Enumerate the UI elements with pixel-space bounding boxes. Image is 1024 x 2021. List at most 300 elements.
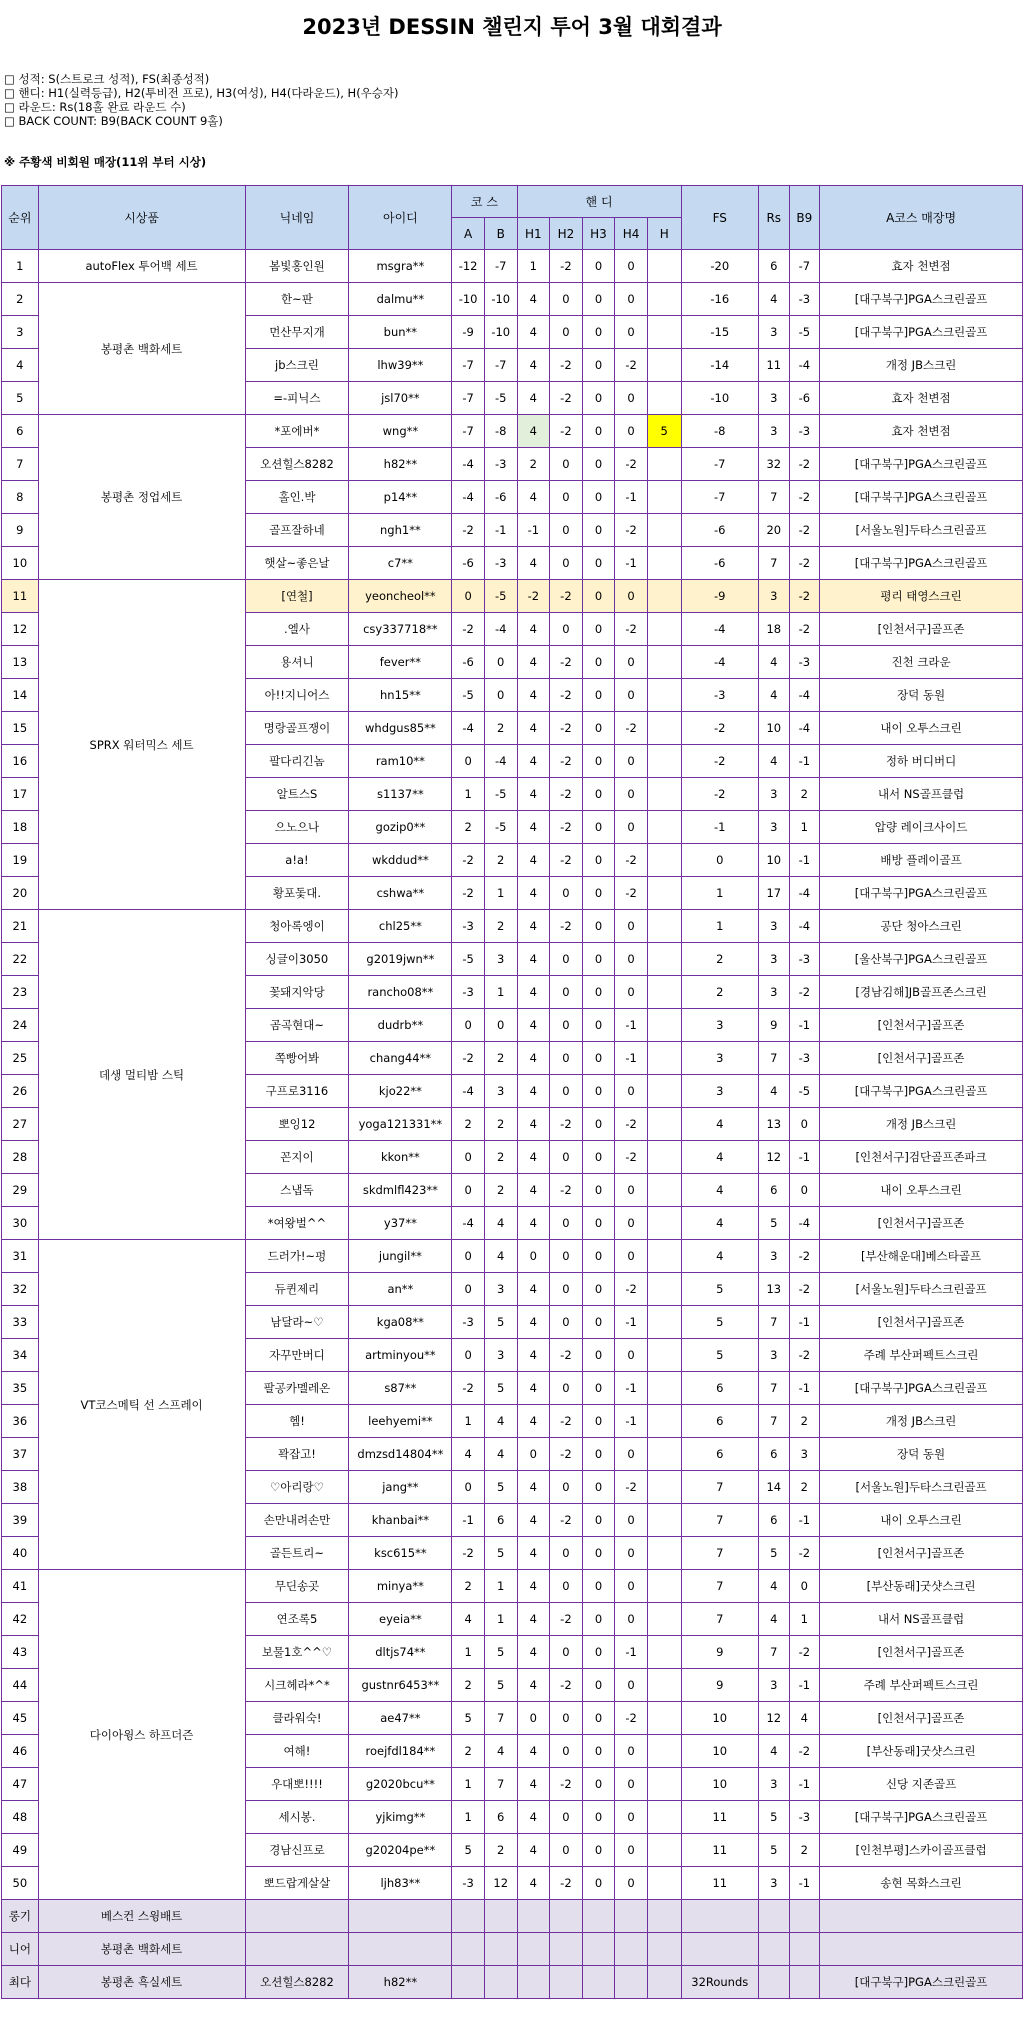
store-cell: 배방 플레이골프	[820, 844, 1023, 877]
fs-cell: 5	[681, 1339, 758, 1372]
footer-empty-cell	[647, 1900, 681, 1933]
store-cell: 주례 부산퍼펙트스크린	[820, 1339, 1023, 1372]
page-title: 2023년 DESSIN 챌린지 투어 3월 대회결과	[302, 15, 722, 39]
rs-cell: 3	[758, 778, 789, 811]
h3-cell: 0	[582, 283, 615, 316]
h2-cell: 0	[550, 976, 583, 1009]
h2-cell: -2	[550, 1504, 583, 1537]
col-h3-header: H3	[582, 218, 615, 250]
user-id-cell: lhw39**	[349, 349, 452, 382]
user-id-cell: p14**	[349, 481, 452, 514]
nickname-cell: 뽀잉12	[245, 1108, 349, 1141]
h-cell	[647, 547, 681, 580]
h1-cell: 4	[517, 1108, 550, 1141]
b9-cell: 0	[789, 1174, 820, 1207]
footer-empty-cell	[647, 1933, 681, 1966]
course-b-cell: -4	[484, 745, 517, 778]
b9-cell: -1	[789, 1669, 820, 1702]
h4-cell: 0	[615, 646, 648, 679]
user-id-cell: csy337718**	[349, 613, 452, 646]
h4-cell: -2	[615, 613, 648, 646]
fs-cell: 2	[681, 976, 758, 1009]
rs-cell: 3	[758, 1768, 789, 1801]
course-b-cell: -5	[484, 811, 517, 844]
course-a-cell: -4	[452, 1075, 485, 1108]
h4-cell: 0	[615, 382, 648, 415]
col-course-header: 코 스	[452, 186, 517, 218]
rs-cell: 3	[758, 1339, 789, 1372]
h1-cell: 1	[517, 250, 550, 283]
h4-cell: 0	[615, 811, 648, 844]
h-cell	[647, 250, 681, 283]
fs-cell: 7	[681, 1537, 758, 1570]
course-a-cell: -6	[452, 646, 485, 679]
h-cell	[647, 943, 681, 976]
nickname-cell: 헴!	[245, 1405, 349, 1438]
course-a-cell: -5	[452, 943, 485, 976]
course-b-cell: 12	[484, 1867, 517, 1900]
rank-cell: 15	[2, 712, 39, 745]
h-cell	[647, 1834, 681, 1867]
nickname-cell: 우대뽀!!!!	[245, 1768, 349, 1801]
footer-empty-cell	[615, 1933, 648, 1966]
h4-cell: -2	[615, 1702, 648, 1735]
rank-cell: 3	[2, 316, 39, 349]
h2-cell: -2	[550, 778, 583, 811]
footer-id-cell: h82**	[349, 1966, 452, 1999]
rs-cell: 3	[758, 1240, 789, 1273]
user-id-cell: yoga121331**	[349, 1108, 452, 1141]
h-cell	[647, 1801, 681, 1834]
fs-cell: 4	[681, 1141, 758, 1174]
course-a-cell: 5	[452, 1702, 485, 1735]
footer-empty-cell	[550, 1966, 583, 1999]
course-b-cell: 5	[484, 1636, 517, 1669]
nickname-cell: 시크헤라*^*	[245, 1669, 349, 1702]
course-a-cell: -1	[452, 1504, 485, 1537]
col-rank-header: 순위	[2, 186, 39, 250]
rank-cell: 19	[2, 844, 39, 877]
rs-cell: 20	[758, 514, 789, 547]
user-id-cell: wkddud**	[349, 844, 452, 877]
course-b-cell: 2	[484, 910, 517, 943]
fs-cell: 4	[681, 1174, 758, 1207]
rs-cell: 10	[758, 712, 789, 745]
h-cell	[647, 1405, 681, 1438]
nickname-cell: ♡아리랑♡	[245, 1471, 349, 1504]
nickname-cell: 용셔니	[245, 646, 349, 679]
col-b9-header: B9	[789, 186, 820, 250]
rs-cell: 5	[758, 1537, 789, 1570]
rs-cell: 4	[758, 283, 789, 316]
fs-cell: -8	[681, 415, 758, 448]
b9-cell: 2	[789, 778, 820, 811]
h-cell	[647, 1306, 681, 1339]
fs-cell: 11	[681, 1867, 758, 1900]
course-a-cell: -6	[452, 547, 485, 580]
course-b-cell: 2	[484, 712, 517, 745]
footer-fs-cell: 32Rounds	[681, 1966, 758, 1999]
course-b-cell: -5	[484, 778, 517, 811]
rank-cell: 8	[2, 481, 39, 514]
course-a-cell: -2	[452, 1537, 485, 1570]
prize-cell: SPRX 워터믹스 세트	[38, 580, 245, 910]
h3-cell: 0	[582, 745, 615, 778]
store-cell: [인천부평]스카이골프클럽	[820, 1834, 1023, 1867]
h3-cell: 0	[582, 1471, 615, 1504]
rank-cell: 30	[2, 1207, 39, 1240]
h1-cell: 4	[517, 1207, 550, 1240]
h2-cell: -2	[550, 1438, 583, 1471]
nickname-cell: 경남신프로	[245, 1834, 349, 1867]
h-cell	[647, 1636, 681, 1669]
store-cell: [인천서구]골프존	[820, 613, 1023, 646]
rs-cell: 4	[758, 1735, 789, 1768]
store-cell: 송현 목화스크린	[820, 1867, 1023, 1900]
h1-cell: 2	[517, 448, 550, 481]
h4-cell: 0	[615, 1834, 648, 1867]
rank-cell: 28	[2, 1141, 39, 1174]
non-member-notice: ※ 주황색 비회원 매장(11위 부터 시상)	[4, 155, 207, 169]
course-b-cell: 4	[484, 1405, 517, 1438]
h1-cell: 4	[517, 844, 550, 877]
h-cell	[647, 1009, 681, 1042]
b9-cell: -4	[789, 910, 820, 943]
b9-cell: -1	[789, 844, 820, 877]
h-cell	[647, 1537, 681, 1570]
store-cell: 주례 부산퍼펙트스크린	[820, 1669, 1023, 1702]
course-a-cell: -9	[452, 316, 485, 349]
user-id-cell: minya**	[349, 1570, 452, 1603]
rs-cell: 3	[758, 1867, 789, 1900]
b9-cell: -1	[789, 1504, 820, 1537]
course-a-cell: -3	[452, 976, 485, 1009]
h-cell	[647, 778, 681, 811]
h1-cell: 4	[517, 1471, 550, 1504]
h2-cell: 0	[550, 547, 583, 580]
rank-cell: 9	[2, 514, 39, 547]
rs-cell: 9	[758, 1009, 789, 1042]
h3-cell: 0	[582, 1867, 615, 1900]
footer-nickname-cell: 오션힐스8282	[245, 1966, 349, 1999]
footer-empty-cell	[789, 1900, 820, 1933]
h3-cell: 0	[582, 844, 615, 877]
h1-cell: 0	[517, 1240, 550, 1273]
rank-cell: 45	[2, 1702, 39, 1735]
h1-cell: 4	[517, 1867, 550, 1900]
rank-cell: 35	[2, 1372, 39, 1405]
rs-cell: 7	[758, 1042, 789, 1075]
nickname-cell: 꼰지이	[245, 1141, 349, 1174]
b9-cell: -1	[789, 1306, 820, 1339]
footer-empty-cell	[550, 1900, 583, 1933]
rank-cell: 47	[2, 1768, 39, 1801]
h-cell	[647, 1669, 681, 1702]
h3-cell: 0	[582, 1669, 615, 1702]
store-cell: 효자 천변점	[820, 382, 1023, 415]
rank-cell: 20	[2, 877, 39, 910]
b9-cell: -2	[789, 1636, 820, 1669]
course-a-cell: 1	[452, 1405, 485, 1438]
h1-cell: 4	[517, 1339, 550, 1372]
user-id-cell: dltjs74**	[349, 1636, 452, 1669]
rank-cell: 37	[2, 1438, 39, 1471]
h3-cell: 0	[582, 877, 615, 910]
course-a-cell: -4	[452, 712, 485, 745]
h4-cell: 0	[615, 1735, 648, 1768]
user-id-cell: whdgus85**	[349, 712, 452, 745]
h1-cell: 4	[517, 1636, 550, 1669]
rs-cell: 32	[758, 448, 789, 481]
footer-empty-cell	[789, 1933, 820, 1966]
h2-cell: -2	[550, 1108, 583, 1141]
user-id-cell: c7**	[349, 547, 452, 580]
user-id-cell: eyeia**	[349, 1603, 452, 1636]
nickname-cell: 으노으나	[245, 811, 349, 844]
course-b-cell: 5	[484, 1537, 517, 1570]
course-a-cell: 2	[452, 1570, 485, 1603]
h4-cell: -1	[615, 1636, 648, 1669]
h-cell	[647, 1471, 681, 1504]
col-store-header: A코스 매장명	[820, 186, 1023, 250]
b9-cell: -2	[789, 481, 820, 514]
h4-cell: 0	[615, 778, 648, 811]
table-row	[2, 250, 1023, 283]
h1-cell: 4	[517, 316, 550, 349]
table-row	[2, 580, 1023, 613]
fs-cell: -15	[681, 316, 758, 349]
footer-empty-cell	[758, 1933, 789, 1966]
course-a-cell: 4	[452, 1603, 485, 1636]
course-b-cell: 2	[484, 1174, 517, 1207]
nickname-cell: 아!!지니어스	[245, 679, 349, 712]
h2-cell: 0	[550, 1207, 583, 1240]
store-cell: [경남김해]JB골프존스크린	[820, 976, 1023, 1009]
footer-empty-cell	[452, 1933, 485, 1966]
h1-cell: 4	[517, 1372, 550, 1405]
h-cell	[647, 910, 681, 943]
rank-cell: 4	[2, 349, 39, 382]
course-b-cell: 3	[484, 1339, 517, 1372]
store-cell: [인천서구]골프존	[820, 1306, 1023, 1339]
note-handicap: □ 핸디: H1(실력등급), H2(투비전 프로), H3(여성), H4(다라운드), H(우승자)	[4, 86, 399, 100]
store-cell: 신당 지존골프	[820, 1768, 1023, 1801]
nickname-cell: 청아록엥이	[245, 910, 349, 943]
footer-empty-cell	[758, 1900, 789, 1933]
h3-cell: 0	[582, 1504, 615, 1537]
h-cell	[647, 646, 681, 679]
nickname-cell: 손만내려손만	[245, 1504, 349, 1537]
nickname-cell: 팔공카멜레온	[245, 1372, 349, 1405]
h2-cell: 0	[550, 1240, 583, 1273]
footer-empty-cell	[484, 1933, 517, 1966]
fs-cell: 3	[681, 1009, 758, 1042]
course-a-cell: -7	[452, 382, 485, 415]
rs-cell: 18	[758, 613, 789, 646]
store-cell: [대구북구]PGA스크린골프	[820, 877, 1023, 910]
h2-cell: 0	[550, 1273, 583, 1306]
h1-cell: 4	[517, 1306, 550, 1339]
h1-cell: 4	[517, 283, 550, 316]
rank-cell: 6	[2, 415, 39, 448]
rank-cell: 16	[2, 745, 39, 778]
note-rounds: □ 라운드: Rs(18홀 완료 라운드 수)	[4, 100, 186, 114]
footer-empty-cell	[582, 1933, 615, 1966]
store-cell: 정하 버디버디	[820, 745, 1023, 778]
course-b-cell: 3	[484, 943, 517, 976]
h-cell	[647, 349, 681, 382]
h3-cell: 0	[582, 1306, 615, 1339]
course-b-cell: 2	[484, 844, 517, 877]
rs-cell: 6	[758, 1174, 789, 1207]
h1-cell: 4	[517, 1174, 550, 1207]
h3-cell: 0	[582, 349, 615, 382]
rank-cell: 5	[2, 382, 39, 415]
user-id-cell: hn15**	[349, 679, 452, 712]
h3-cell: 0	[582, 1174, 615, 1207]
course-b-cell: -5	[484, 382, 517, 415]
rs-cell: 12	[758, 1702, 789, 1735]
user-id-cell: roejfdl184**	[349, 1735, 452, 1768]
h3-cell: 0	[582, 382, 615, 415]
store-cell: 내서 NS골프클럽	[820, 778, 1023, 811]
h4-cell: -2	[615, 1273, 648, 1306]
rs-cell: 3	[758, 910, 789, 943]
h4-cell: 0	[615, 1174, 648, 1207]
b9-cell: -2	[789, 580, 820, 613]
h4-cell: -2	[615, 877, 648, 910]
h3-cell: 0	[582, 448, 615, 481]
h1-cell: 4	[517, 547, 550, 580]
header-row-1	[2, 186, 1023, 218]
b9-cell: -5	[789, 316, 820, 349]
h3-cell: 0	[582, 1207, 615, 1240]
h3-cell: 0	[582, 1438, 615, 1471]
h2-cell: -2	[550, 415, 583, 448]
rs-cell: 5	[758, 1801, 789, 1834]
course-a-cell: 1	[452, 1768, 485, 1801]
course-a-cell: 2	[452, 1669, 485, 1702]
fs-cell: 7	[681, 1504, 758, 1537]
h1-cell: 4	[517, 1273, 550, 1306]
nickname-cell: 자꾸만버디	[245, 1339, 349, 1372]
h2-cell: -2	[550, 844, 583, 877]
col-nickname-header: 닉네임	[245, 186, 349, 250]
h-cell	[647, 1735, 681, 1768]
course-b-cell: 2	[484, 1042, 517, 1075]
rs-cell: 3	[758, 382, 789, 415]
store-cell: [대구북구]PGA스크린골프	[820, 316, 1023, 349]
b9-cell: -2	[789, 1240, 820, 1273]
h4-cell: 0	[615, 580, 648, 613]
h1-cell: 4	[517, 778, 550, 811]
user-id-cell: bun**	[349, 316, 452, 349]
footer-empty-cell	[582, 1900, 615, 1933]
rs-cell: 6	[758, 250, 789, 283]
rs-cell: 4	[758, 1603, 789, 1636]
course-a-cell: -4	[452, 1207, 485, 1240]
h1-cell: 4	[517, 1009, 550, 1042]
h4-cell: 0	[615, 1768, 648, 1801]
rank-cell: 22	[2, 943, 39, 976]
fs-cell: 6	[681, 1405, 758, 1438]
footer-empty-cell	[758, 1966, 789, 1999]
rs-cell: 5	[758, 1834, 789, 1867]
course-a-cell: 2	[452, 1735, 485, 1768]
course-b-cell: 6	[484, 1801, 517, 1834]
h-cell	[647, 1603, 681, 1636]
table-row	[2, 1240, 1023, 1273]
h3-cell: 0	[582, 1273, 615, 1306]
table-row	[2, 283, 1023, 316]
course-b-cell: 6	[484, 1504, 517, 1537]
h4-cell: -2	[615, 1471, 648, 1504]
course-a-cell: 2	[452, 1108, 485, 1141]
footer-empty-cell	[550, 1933, 583, 1966]
fs-cell: 10	[681, 1768, 758, 1801]
rank-cell: 2	[2, 283, 39, 316]
store-cell: 효자 천변점	[820, 415, 1023, 448]
course-a-cell: 0	[452, 1009, 485, 1042]
h4-cell: 0	[615, 745, 648, 778]
rank-cell: 1	[2, 250, 39, 283]
col-prize-header: 시상품	[38, 186, 245, 250]
fs-cell: 5	[681, 1306, 758, 1339]
store-cell: 개정 JB스크린	[820, 349, 1023, 382]
h3-cell: 0	[582, 943, 615, 976]
rs-cell: 4	[758, 679, 789, 712]
course-b-cell: 1	[484, 976, 517, 1009]
h2-cell: 0	[550, 481, 583, 514]
fs-cell: -3	[681, 679, 758, 712]
prize-cell: autoFlex 투어백 세트	[38, 250, 245, 283]
b9-cell: -2	[789, 1735, 820, 1768]
h-cell	[647, 1702, 681, 1735]
nickname-cell: 싱글이3050	[245, 943, 349, 976]
rs-cell: 4	[758, 745, 789, 778]
b9-cell: -2	[789, 1339, 820, 1372]
col-b-header: B	[484, 218, 517, 250]
fs-cell: 1	[681, 877, 758, 910]
h-cell	[647, 1504, 681, 1537]
course-b-cell: -1	[484, 514, 517, 547]
h-cell	[647, 679, 681, 712]
course-b-cell: 3	[484, 1075, 517, 1108]
user-id-cell: skdmlfl423**	[349, 1174, 452, 1207]
footer-empty-cell	[517, 1966, 550, 1999]
h2-cell: 0	[550, 943, 583, 976]
course-b-cell: 2	[484, 1108, 517, 1141]
user-id-cell: fever**	[349, 646, 452, 679]
h4-cell: -2	[615, 349, 648, 382]
fs-cell: 10	[681, 1735, 758, 1768]
footer-row	[2, 1900, 1023, 1933]
nickname-cell: 햇살~좋은날	[245, 547, 349, 580]
note-score: □ 성적: S(스트로크 성적), FS(최종성적)	[4, 72, 210, 86]
store-cell: [부산동래]굿샷스크린	[820, 1570, 1023, 1603]
fs-cell: 4	[681, 1108, 758, 1141]
course-b-cell: -10	[484, 283, 517, 316]
rs-cell: 4	[758, 1075, 789, 1108]
nickname-cell: 팔다리긴놈	[245, 745, 349, 778]
course-a-cell: 0	[452, 1240, 485, 1273]
footer-row	[2, 1966, 1023, 1999]
note-backcount: □ BACK COUNT: B9(BACK COUNT 9홀)	[4, 114, 223, 128]
table-row	[2, 910, 1023, 943]
rank-cell: 26	[2, 1075, 39, 1108]
footer-empty-cell	[615, 1900, 648, 1933]
h2-cell: -2	[550, 1405, 583, 1438]
